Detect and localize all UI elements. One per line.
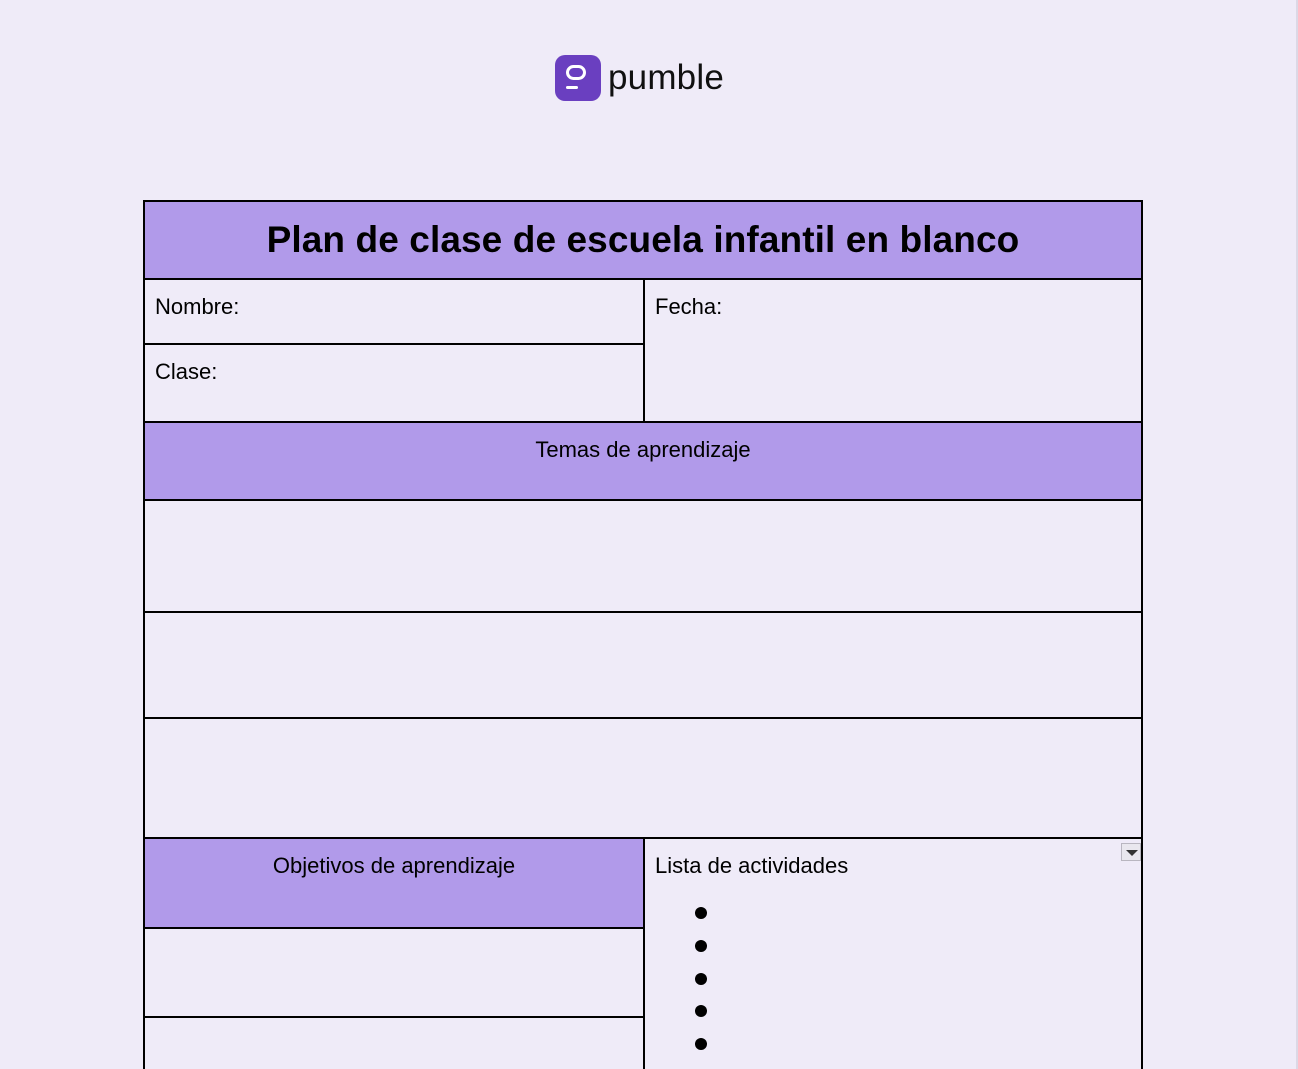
list-item-bullet[interactable]	[695, 973, 707, 985]
objetivos-header: Objetivos de aprendizaje	[272, 853, 516, 878]
nombre-cell[interactable]	[143, 278, 645, 345]
fecha-cell[interactable]	[643, 278, 1143, 423]
brand-name: pumble	[608, 58, 724, 97]
temas-row-3[interactable]	[143, 717, 1143, 839]
temas-row-2[interactable]	[143, 611, 1143, 719]
lesson-plan-table	[143, 200, 1143, 1069]
temas-row-1[interactable]	[143, 499, 1143, 613]
list-item-bullet[interactable]	[695, 1038, 707, 1050]
objetivos-row-2[interactable]	[143, 1016, 645, 1069]
pumble-logo	[555, 54, 724, 102]
fecha-label: Fecha:	[655, 294, 723, 319]
clase-cell[interactable]	[143, 343, 645, 423]
pumble-logo-icon	[555, 55, 601, 101]
title-cell	[143, 200, 1143, 280]
objetivos-row-1[interactable]	[143, 927, 645, 1018]
temas-header: Temas de aprendizaje	[535, 437, 751, 462]
actividades-list	[695, 907, 707, 1069]
nombre-label: Nombre:	[155, 294, 240, 319]
actividades-label: Lista de actividades	[655, 853, 849, 878]
list-item-bullet[interactable]	[695, 940, 707, 952]
objetivos-header-cell	[143, 837, 645, 929]
list-item-bullet[interactable]	[695, 907, 707, 919]
document-title: Plan de clase de escuela infantil en blanco	[266, 219, 1020, 260]
actividades-cell[interactable]	[643, 837, 1143, 1069]
dropdown-arrow-icon[interactable]	[1121, 843, 1141, 861]
list-item-bullet[interactable]	[695, 1005, 707, 1017]
temas-header-cell	[143, 421, 1143, 501]
clase-label: Clase:	[155, 359, 218, 384]
